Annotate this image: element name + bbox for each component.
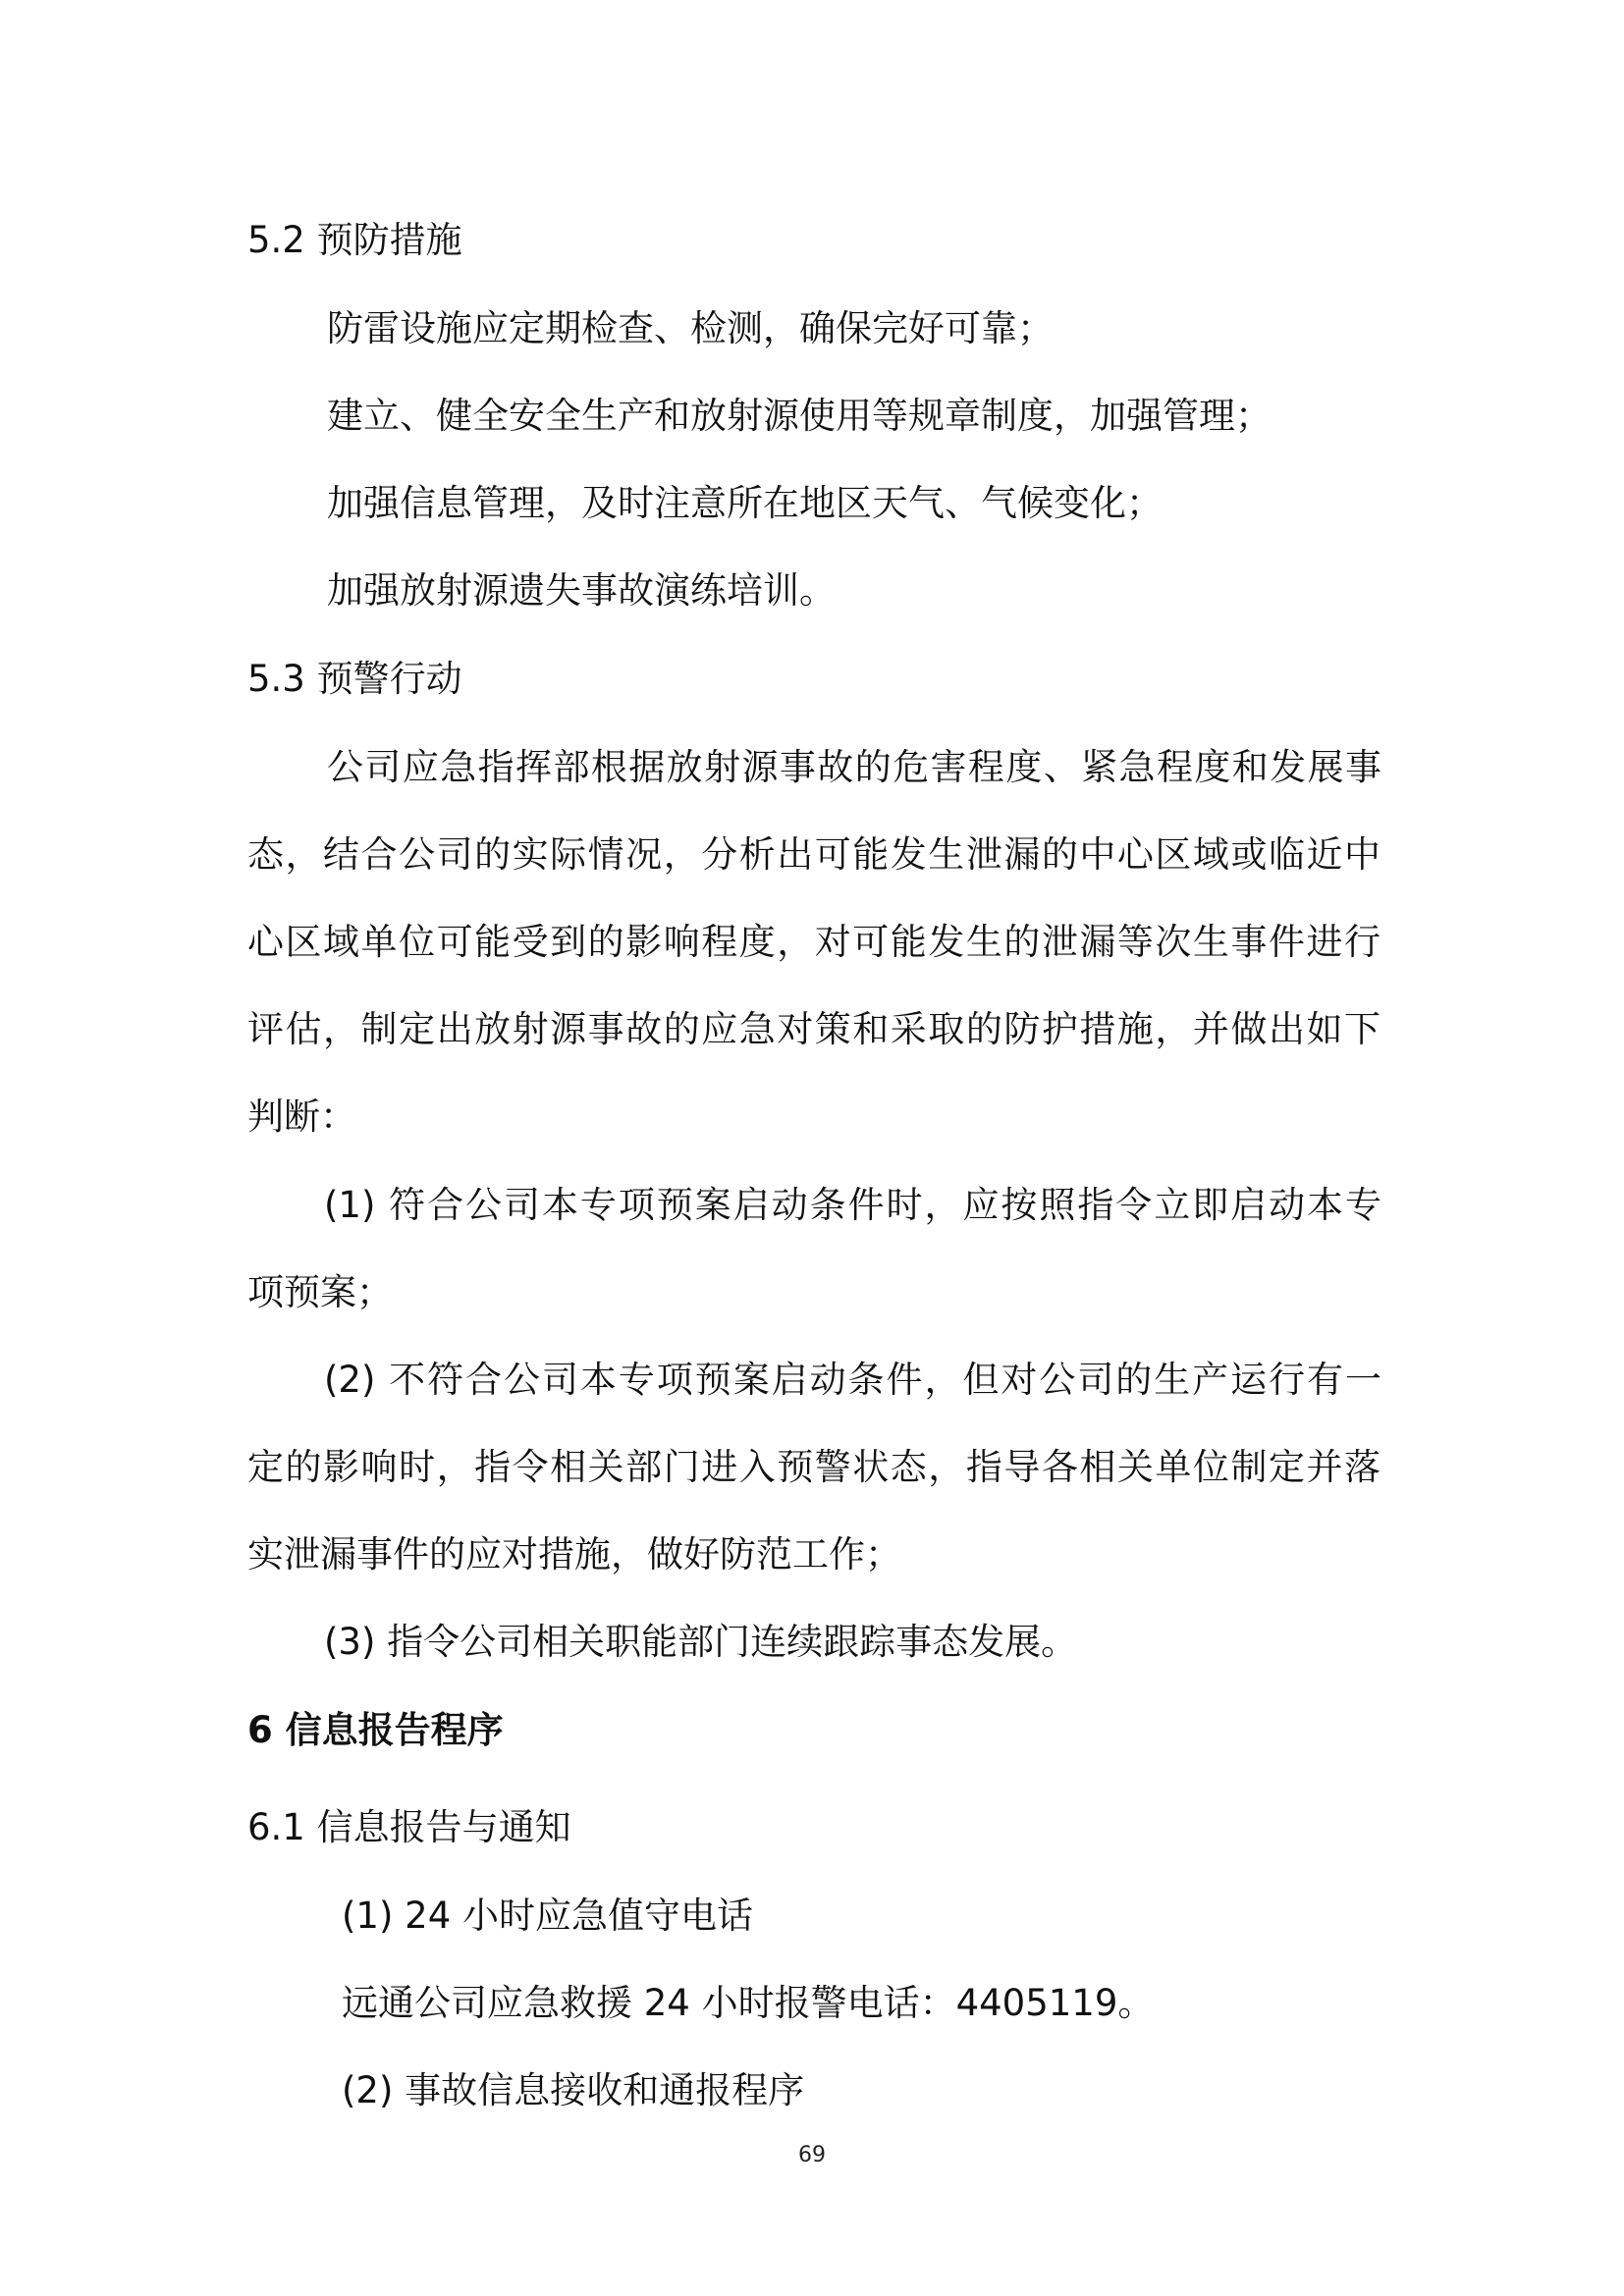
duty-phone-item: (1) 24 小时应急值守电话 (342, 1895, 754, 1937)
emergency-phone-line: 远通公司应急救援 24 小时报警电话：4405119。 (342, 1982, 1155, 2024)
page-number: 69 (798, 2143, 826, 2167)
section-6-1-heading: 6.1 信息报告与通知 (247, 1806, 571, 1848)
section-5-3-heading: 5.3 预警行动 (247, 658, 462, 700)
warning-para-line-4: 评估，制定出放射源事故的应急对策和采取的防护措施，并做出如下 (247, 1008, 1380, 1050)
section-5-2-heading: 5.2 预防措施 (247, 219, 462, 261)
warning-para-line-2: 态，结合公司的实际情况，分析出可能发生泄漏的中心区域或临近中 (247, 833, 1380, 876)
measure-4: 加强放射源遗失事故演练培训。 (327, 569, 836, 612)
warning-para-line-5: 判断： (247, 1095, 356, 1138)
warning-para-line-1: 公司应急指挥部根据放射源事故的危害程度、紧急程度和发展事 (327, 746, 1381, 788)
measure-1: 防雷设施应定期检查、检测，确保完好可靠； (327, 307, 1054, 349)
judgement-1-line-1: (1) 符合公司本专项预案启动条件时，应按照指令立即启动本专 (324, 1184, 1381, 1226)
judgement-2-line-1: (2) 不符合公司本专项预案启动条件，但对公司的生产运行有一 (324, 1359, 1381, 1401)
judgement-2-line-3: 实泄漏事件的应对措施，做好防范工作； (247, 1533, 901, 1575)
section-6-heading: 6 信息报告程序 (247, 1709, 504, 1751)
notification-procedure-item: (2) 事故信息接收和通报程序 (342, 2069, 805, 2111)
judgement-1-line-2: 项预案； (247, 1271, 393, 1313)
warning-para-line-3: 心区域单位可能受到的影响程度，对可能发生的泄漏等次生事件进行 (247, 921, 1380, 963)
measure-3: 加强信息管理，及时注意所在地区天气、气候变化； (327, 482, 1163, 524)
judgement-3: (3) 指令公司相关职能部门连续跟踪事态发展。 (324, 1621, 1078, 1663)
judgement-2-line-2: 定的影响时，指令相关部门进入预警状态，指导各相关单位制定并落 (247, 1446, 1380, 1488)
measure-2: 建立、健全安全生产和放射源使用等规章制度，加强管理； (327, 395, 1272, 437)
